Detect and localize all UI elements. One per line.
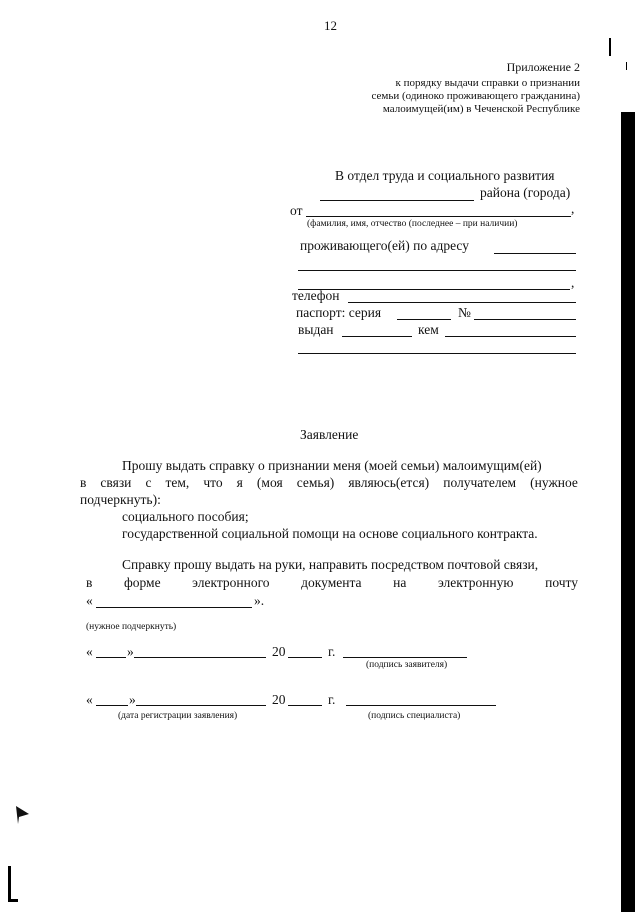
fio-hint: (фамилия, имя, отчество (последнее – при наличии) (307, 219, 518, 229)
applicant-date-close-quote: » (127, 644, 134, 659)
address-line-2[interactable] (298, 270, 576, 271)
issued-date-line[interactable] (342, 336, 412, 337)
request-line-1: Прошу выдать справку о признании меня (моей семьи) малоимущим(ей) (122, 458, 542, 473)
registration-month-line[interactable] (136, 705, 266, 706)
passport-number-line[interactable] (474, 319, 576, 320)
applicant-date-open-quote: « (86, 644, 93, 659)
applicant-signature-hint: (подпись заявителя) (366, 660, 448, 670)
appendix-line-1: к порядку выдачи справки о признании (395, 77, 580, 89)
issued-label: выдан (298, 322, 334, 337)
district-label: района (города) (480, 185, 571, 200)
registration-date-close-quote: » (129, 692, 136, 707)
specialist-signature-hint: (подпись специалиста) (368, 711, 461, 721)
addressee-department: В отдел труда и социального развития (335, 168, 555, 183)
underline-hint: (нужное подчеркнуть) (86, 622, 177, 632)
registration-year-line[interactable] (288, 705, 322, 706)
from-label: от (290, 203, 303, 218)
delivery-line-2: в форме электронного документа на электронную почту (86, 575, 578, 590)
email-open-quote: « (86, 593, 93, 608)
phone-label: телефон (292, 288, 340, 303)
registration-year-prefix: 20 (272, 692, 286, 707)
option-social-allowance[interactable]: социального пособия; (122, 509, 249, 524)
request-line-2: в связи с тем, что я (моя семья) являюсь(ется) получателем (нужное (80, 475, 578, 490)
district-name-line[interactable] (320, 200, 474, 201)
scan-edge-mark-small (626, 62, 627, 70)
registration-year-suffix: г. (328, 692, 336, 707)
applicant-fio-line[interactable] (306, 216, 571, 217)
statement-title: Заявление (300, 427, 359, 442)
applicant-day-line[interactable] (96, 657, 126, 658)
scan-left-edge-mark (8, 866, 11, 902)
passport-number-label: № (458, 305, 471, 320)
appendix-line-2: семьи (одиноко проживающего гражданина) (371, 90, 580, 102)
specialist-signature-line[interactable] (346, 705, 496, 706)
appendix-title: Приложение 2 (506, 60, 580, 74)
scan-left-corner-mark (8, 899, 18, 902)
email-close-quote: ». (254, 593, 265, 608)
registration-date-open-quote: « (86, 692, 93, 707)
scan-edge-shadow (621, 112, 635, 912)
delivery-line-1: Справку прошу выдать на руки, направить посредством почтовой связи, (122, 557, 539, 572)
request-line-3: подчеркнуть): (80, 492, 161, 507)
passport-label: паспорт: серия (296, 305, 382, 320)
applicant-month-line[interactable] (134, 657, 266, 658)
applicant-year-suffix: г. (328, 644, 336, 659)
email-line[interactable] (96, 607, 252, 608)
page-number: 12 (324, 18, 337, 33)
address-comma: , (571, 275, 575, 290)
registration-day-line[interactable] (96, 705, 128, 706)
scan-triangle-mark (16, 806, 30, 824)
applicant-signature-line[interactable] (343, 657, 467, 658)
applicant-year-line[interactable] (288, 657, 322, 658)
residing-label: проживающего(ей) по адресу (300, 238, 469, 253)
issued-by-line[interactable] (445, 336, 576, 337)
passport-series-line[interactable] (397, 319, 451, 320)
issued-by-line-2[interactable] (298, 353, 576, 354)
issued-by-label: кем (418, 322, 439, 337)
fio-comma: , (571, 201, 575, 216)
registration-date-hint: (дата регистрации заявления) (118, 711, 238, 721)
appendix-line-3: малоимущей(им) в Чеченской Республике (382, 103, 580, 115)
phone-line[interactable] (348, 302, 576, 303)
address-line-1[interactable] (494, 253, 576, 254)
applicant-year-prefix: 20 (272, 644, 286, 659)
option-social-contract[interactable]: государственной социальной помощи на основе социального контракта. (122, 526, 538, 541)
scan-edge-mark-top (609, 38, 611, 56)
